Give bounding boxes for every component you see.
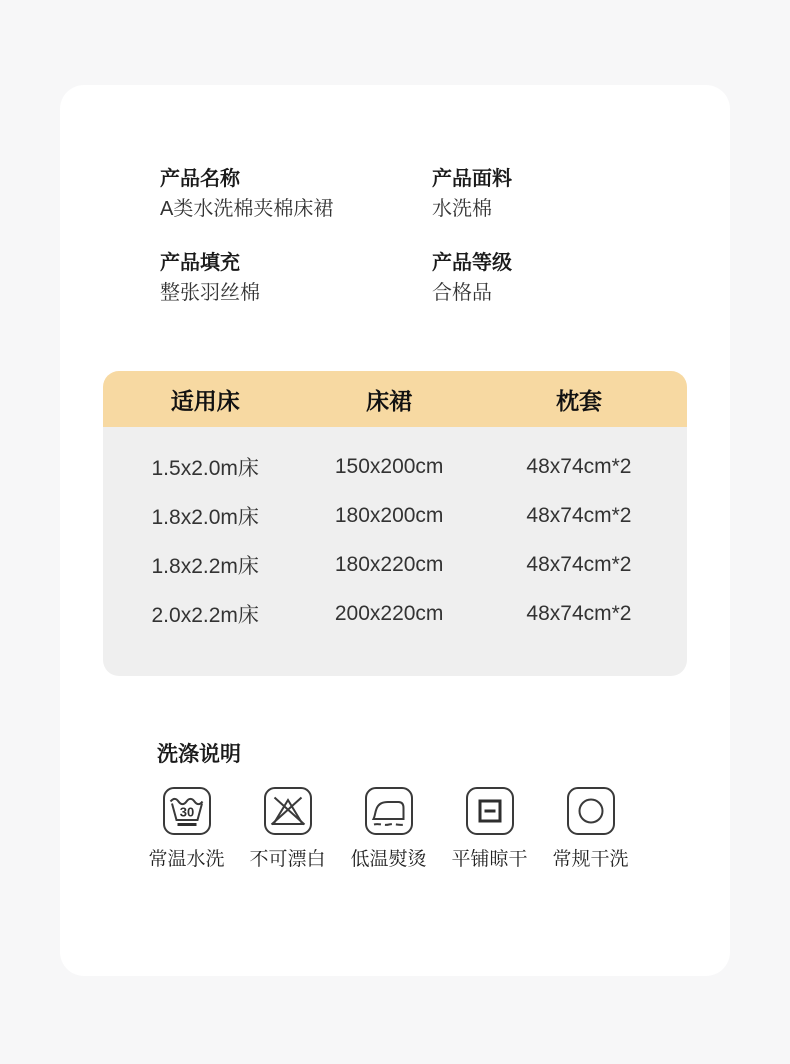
product-grade-block [432,249,512,307]
product-grade-value: 合格品 [432,282,492,304]
care-section-title: 洗涤说明 [157,743,241,766]
product-filling-block [160,249,260,307]
bed-size-cell: 1.8x2.0m床 [151,505,259,529]
care-label: 常规干洗 [552,849,629,870]
pillowcase-size-cell: 48x74cm*2 [526,503,632,527]
bed-size-cell: 1.8x2.2m床 [151,554,259,578]
iron-low-icon [365,787,413,835]
care-item-iron-low [338,787,439,871]
product-name-value: A类水洗棉夹棉床裙 [160,198,334,220]
care-label: 平铺晾干 [451,849,528,870]
wash-temp-text: 30 [179,804,194,820]
wash-30-icon [163,787,211,835]
no-bleach-icon [264,787,312,835]
table-row [103,491,687,540]
flat-dry-icon [466,787,514,835]
care-item-flat-dry [439,787,540,871]
bedskirt-size-cell: 180x200cm [334,503,444,527]
size-table-body [103,427,687,676]
bed-size-cell: 2.0x2.2m床 [151,603,259,627]
column-header-bedskirt: 床裙 [366,387,413,414]
bedskirt-size-cell: 180x220cm [334,552,444,576]
bedskirt-size-cell: 200x220cm [334,601,444,625]
care-label: 不可漂白 [249,849,326,870]
bedskirt-size-cell: 150x200cm [334,454,444,478]
pillowcase-size-cell: 48x74cm*2 [526,601,632,625]
product-name-label: 产品名称 [160,168,240,190]
table-row [103,540,687,589]
care-icons-row [136,787,641,871]
product-spec-card [60,85,730,976]
product-fabric-block [432,165,512,223]
size-table-header [103,371,687,427]
column-header-pillowcase: 枕套 [555,387,602,414]
bed-size-cell: 1.5x2.0m床 [151,456,259,480]
column-header-bed: 适用床 [170,387,240,414]
product-grade-label: 产品等级 [432,252,512,274]
product-filling-value: 整张羽丝棉 [160,282,260,304]
care-item-dry-clean [540,787,641,871]
dry-clean-icon [567,787,615,835]
care-label: 低温熨烫 [350,849,427,870]
care-item-normal-wash [136,787,237,871]
pillowcase-size-cell: 48x74cm*2 [526,552,632,576]
product-fabric-label: 产品面料 [432,168,512,190]
product-filling-label: 产品填充 [160,252,240,274]
table-row [103,442,687,491]
care-item-no-bleach [237,787,338,871]
pillowcase-size-cell: 48x74cm*2 [526,454,632,478]
product-fabric-value: 水洗棉 [432,198,492,220]
product-name-block [160,165,333,223]
size-table [103,371,687,676]
care-label: 常温水洗 [148,849,225,870]
table-row [103,589,687,638]
